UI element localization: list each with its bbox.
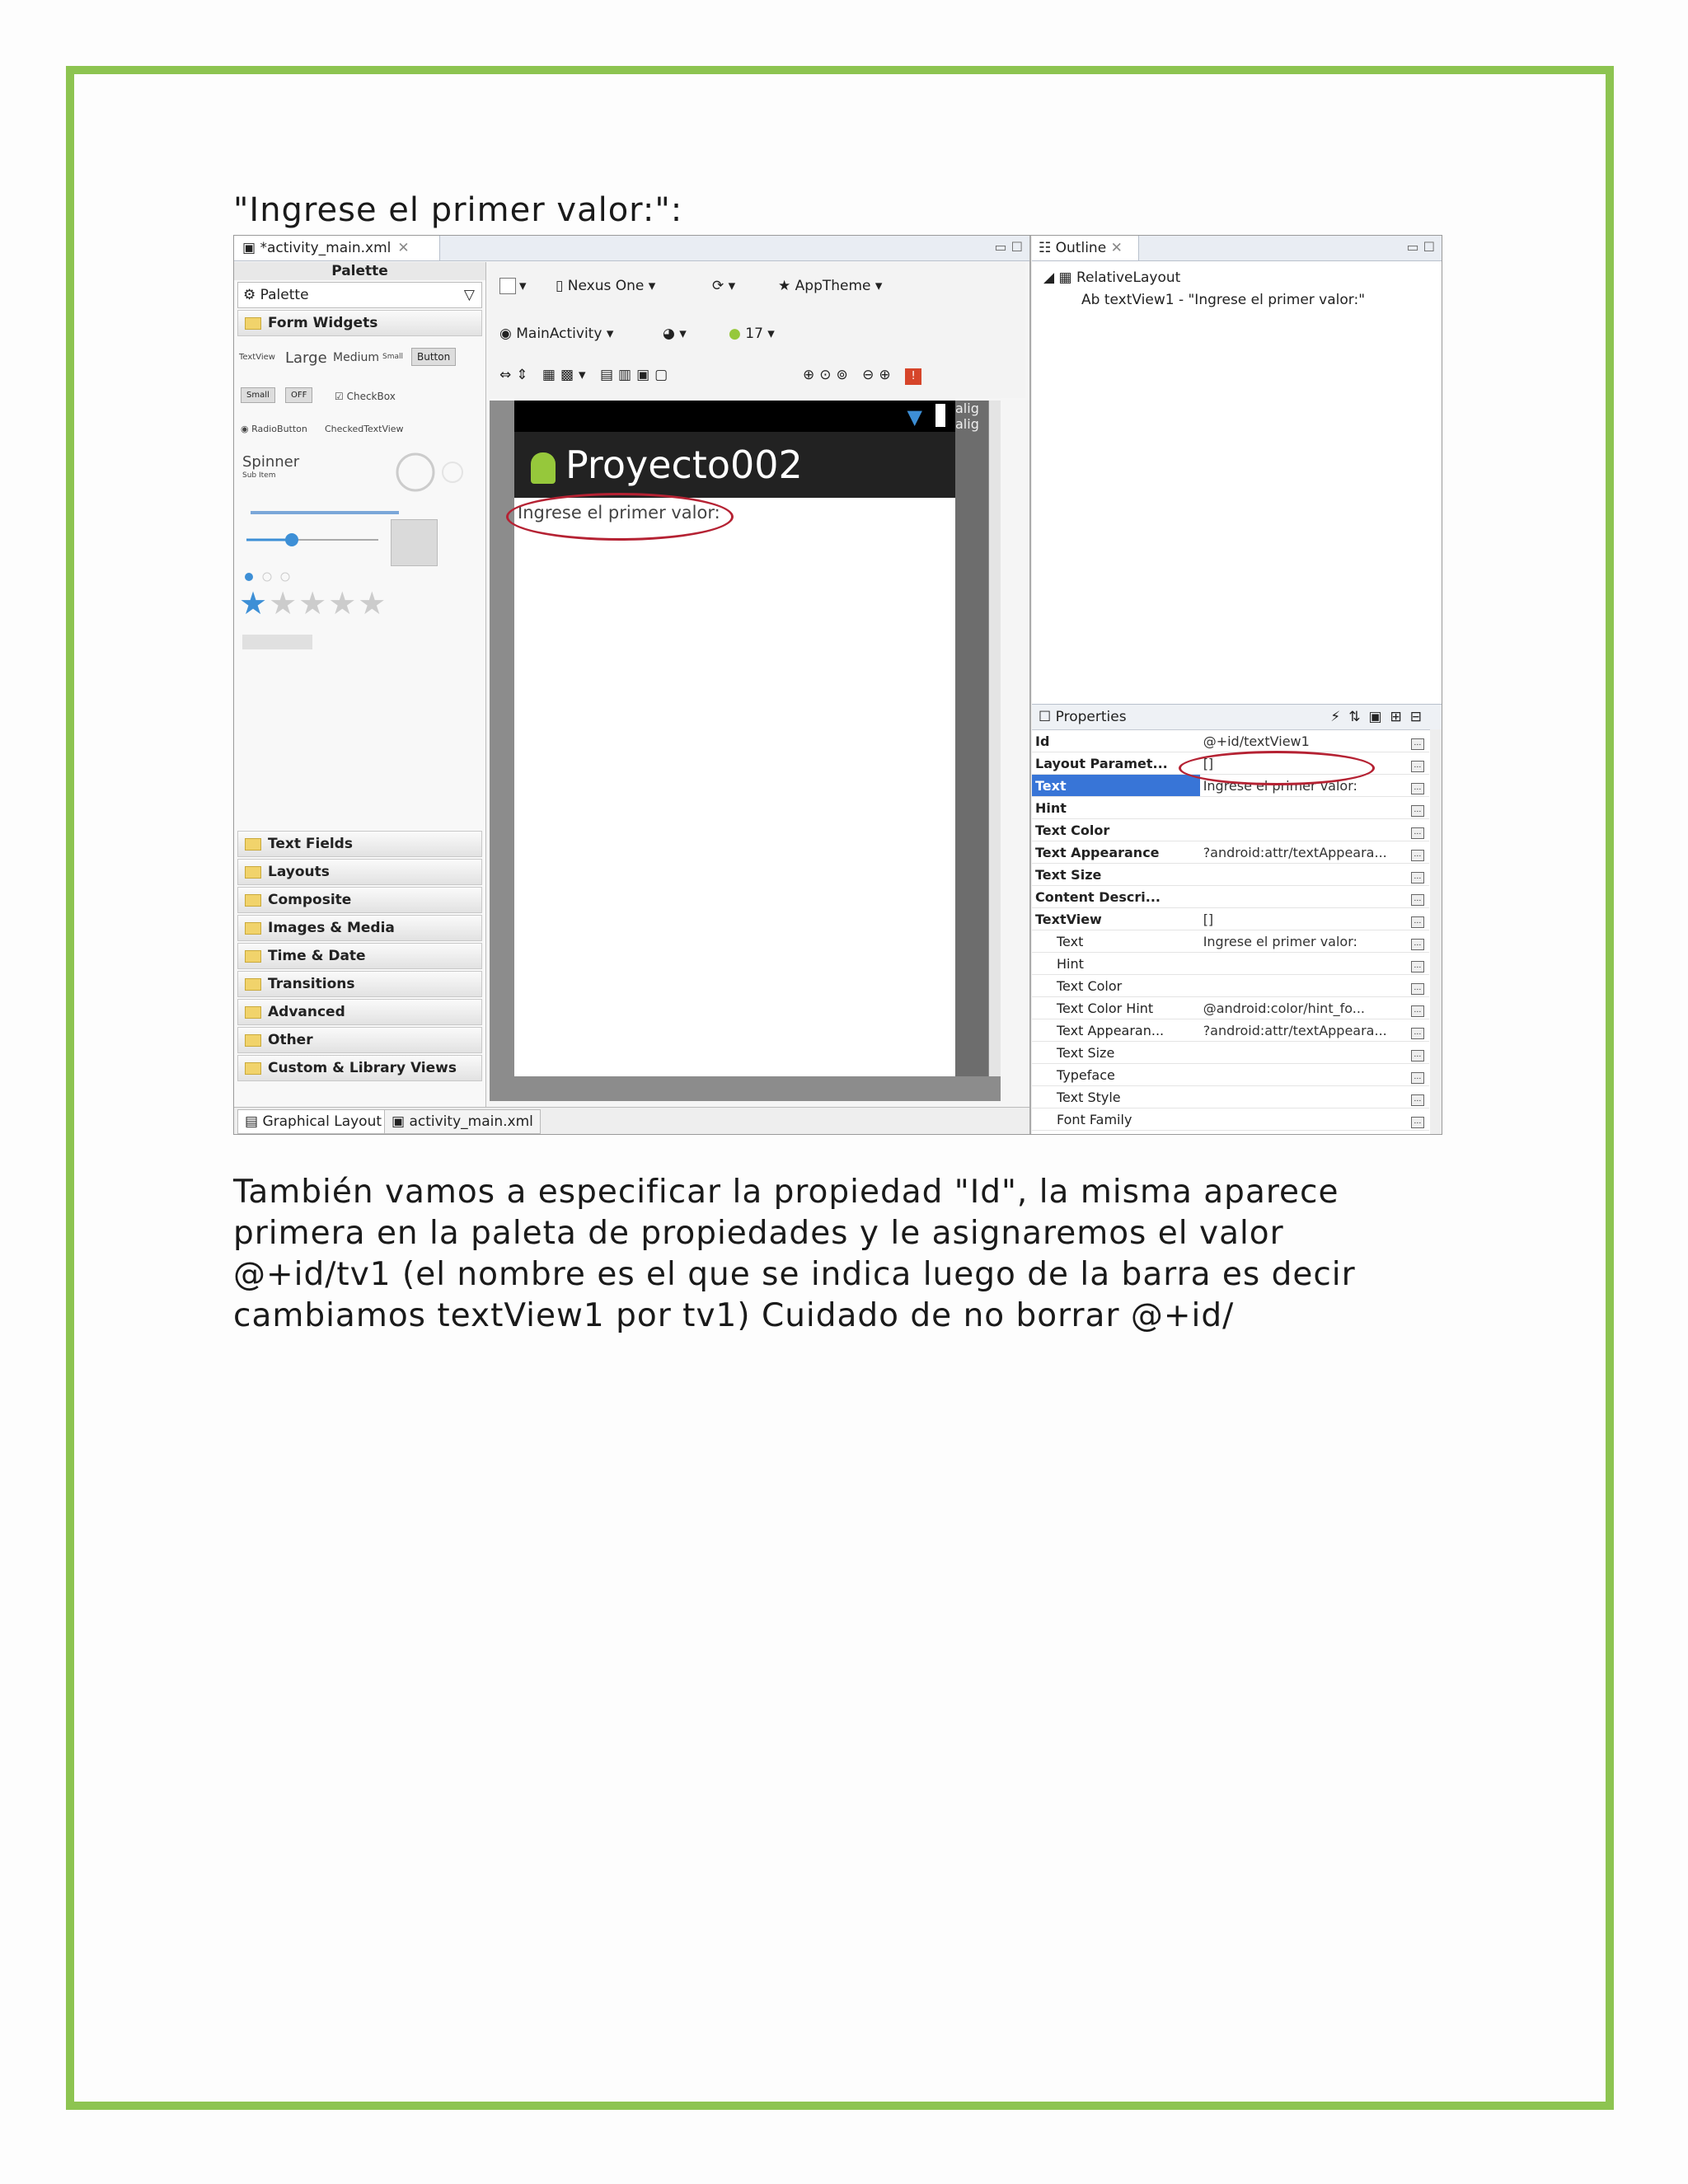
widget-medium[interactable]: Medium [333, 351, 379, 364]
checkbox-icon: ☑ [335, 391, 347, 402]
property-row[interactable] [1032, 819, 1429, 841]
property-name: Text Size [1032, 1042, 1200, 1064]
globe-icon: ◕ [663, 326, 675, 342]
layout-editor [234, 236, 1031, 1134]
property-name: Text Style [1032, 1086, 1200, 1108]
folder-icon [245, 866, 261, 879]
progress-spinner-icon[interactable] [395, 452, 469, 501]
widget-large[interactable]: Large [285, 349, 327, 367]
ellipsis-button-icon[interactable]: … [1411, 894, 1424, 906]
widget-textview[interactable]: TextView [239, 353, 275, 362]
widget-small-button[interactable]: Small [241, 387, 275, 403]
properties-table [1032, 730, 1429, 1131]
palette-panel [234, 262, 486, 1107]
property-row[interactable] [1032, 1042, 1429, 1064]
alignment-label: alig [955, 416, 979, 432]
ide-screenshot [233, 235, 1442, 1135]
category-label: Form Widgets [268, 315, 378, 331]
category-custom-library-views[interactable] [237, 1055, 482, 1081]
widget-toggle[interactable]: OFF [285, 387, 312, 403]
battery-icon [935, 404, 945, 427]
editor-tab-bar [234, 236, 1029, 261]
property-row[interactable] [1032, 975, 1429, 997]
ellipsis-button-icon[interactable]: … [1411, 738, 1424, 750]
category-layouts[interactable] [237, 859, 482, 885]
distribute-icon[interactable]: ▢ [654, 367, 673, 383]
widget-spinner-subitem: Sub Item [242, 471, 276, 480]
margins-icon[interactable]: ▦ [542, 367, 560, 383]
highlight-ellipse [506, 493, 734, 541]
palette-selector-label: Palette [260, 287, 309, 303]
rating-bar-icon[interactable]: ★★★★★ [239, 585, 388, 621]
widget-radiobutton-label: RadioButton [251, 424, 307, 434]
orientation-selector[interactable]: ⟳ ▾ [712, 278, 736, 294]
property-edit-cell [1406, 819, 1429, 841]
device-canvas[interactable] [490, 401, 1001, 1101]
tab-xml-source[interactable] [384, 1109, 541, 1134]
body-paragraph: También vamos a especificar la propiedad "Id", la misma aparece primera en la paleta de propiedades y le asignaremos el valor @+id/tv1 (el nombre es el que se indica luego de la barra es decir cambiamos textView1 por tv1) Cuidado de no borrar @+id/ [233, 1174, 1356, 1334]
folder-icon [245, 950, 261, 963]
ellipsis-button-icon[interactable]: … [1411, 961, 1424, 972]
expand-icon[interactable]: ◢ [1043, 269, 1059, 286]
property-value[interactable]: ?android:attr/textAppeara... [1200, 1019, 1406, 1042]
textview1[interactable]: Ingrese el primer valor: [518, 503, 720, 523]
intro-text: "Ingrese el primer valor:": [233, 191, 683, 229]
property-edit-cell [1406, 908, 1429, 930]
canvas-scrollbar[interactable] [989, 401, 1001, 1076]
outline-tree [1043, 267, 1365, 312]
property-value[interactable] [1200, 1086, 1406, 1108]
folder-icon [245, 922, 261, 935]
category-label: Composite [268, 892, 352, 908]
category-text-fields[interactable] [237, 831, 482, 857]
ellipsis-button-icon[interactable]: … [1411, 850, 1424, 861]
api-selector[interactable]: ● 17 ▾ [729, 326, 775, 342]
ellipsis-button-icon[interactable]: … [1411, 872, 1424, 883]
properties-toolbar[interactable] [1330, 705, 1430, 729]
outline-tab[interactable] [1032, 236, 1139, 260]
category-transitions[interactable] [237, 971, 482, 997]
ellipsis-button-icon[interactable]: … [1411, 1072, 1424, 1084]
signal-icon: ▼ [907, 405, 922, 429]
editor-tab-title: *activity_main.xml [260, 240, 392, 256]
android-logo-icon [531, 452, 556, 484]
property-name: Text Color Hint [1032, 997, 1200, 1019]
palette-selector[interactable] [237, 282, 482, 308]
property-row[interactable] [1032, 1019, 1429, 1042]
property-edit-cell [1406, 930, 1429, 953]
tree-node-root[interactable] [1043, 267, 1365, 289]
window-controls[interactable]: ▭ ☐ [994, 239, 1023, 255]
zoom-out-icon[interactable]: ⊖ [862, 367, 879, 383]
folder-icon [245, 978, 261, 991]
ellipsis-button-icon[interactable]: … [1411, 783, 1424, 794]
properties-header [1032, 705, 1442, 730]
property-edit-cell [1406, 886, 1429, 908]
widget-checkbox-label: CheckBox [346, 391, 396, 402]
property-name: Id [1032, 730, 1200, 752]
property-edit-cell [1406, 797, 1429, 819]
radio-group-icon[interactable] [242, 569, 308, 585]
ellipsis-button-icon[interactable]: … [1411, 1094, 1424, 1106]
property-edit-cell [1406, 1064, 1429, 1086]
switch-icon[interactable] [242, 635, 312, 649]
palette-header: Palette [234, 262, 485, 280]
property-edit-cell [1406, 953, 1429, 975]
zoom-controls[interactable] [803, 361, 921, 389]
gravity-icon[interactable]: ▩ [560, 367, 579, 383]
category-composite[interactable] [237, 887, 482, 913]
close-icon[interactable]: ✕ [397, 240, 410, 256]
tree-node-textview[interactable] [1043, 289, 1365, 312]
category-images-media[interactable] [237, 915, 482, 941]
property-value[interactable] [1200, 1064, 1406, 1086]
property-row[interactable] [1032, 908, 1429, 930]
outline-title: Outline [1055, 240, 1107, 256]
form-widgets-list [234, 338, 485, 832]
collapse-all-icon[interactable]: ⊟ [1409, 709, 1430, 725]
ellipsis-button-icon[interactable]: … [1411, 1117, 1424, 1128]
baseline-icon[interactable]: ▣ [636, 367, 655, 383]
property-value[interactable] [1200, 797, 1406, 819]
property-row[interactable] [1032, 953, 1429, 975]
fit-width-icon[interactable]: ⇔ [499, 367, 517, 383]
layout-icon: ▤ [245, 1113, 263, 1130]
editor-bottom-tabs [234, 1107, 1029, 1135]
alignment-panel [955, 401, 988, 1076]
category-label: Layouts [268, 864, 330, 880]
property-edit-cell [1406, 775, 1429, 797]
property-name: Text Appearan... [1032, 1019, 1200, 1042]
property-value[interactable]: ?android:attr/textAppeara... [1200, 841, 1406, 864]
widget-checkedtextview[interactable]: CheckedTextView [325, 424, 404, 434]
expand-all-icon[interactable]: ⊞ [1390, 709, 1410, 725]
category-form-widgets[interactable] [237, 310, 482, 336]
category-label: Advanced [268, 1004, 345, 1020]
property-value[interactable] [1200, 953, 1406, 975]
palette-categories [234, 829, 485, 1083]
category-label: Time & Date [268, 948, 366, 964]
category-label: Text Fields [268, 836, 353, 852]
folder-open-icon [245, 317, 261, 330]
status-bar [514, 401, 955, 432]
star-icon: ★ [778, 278, 795, 294]
category-label: Images & Media [268, 920, 395, 936]
alignment-label: alig [955, 401, 979, 416]
ellipsis-button-icon[interactable]: … [1411, 983, 1424, 995]
property-edit-cell [1406, 864, 1429, 886]
property-row[interactable] [1032, 1108, 1429, 1131]
property-name: Text Size [1032, 864, 1200, 886]
folder-icon [245, 838, 261, 851]
tab-label: Graphical Layout [262, 1113, 382, 1130]
align-center-icon[interactable]: ▥ [618, 367, 637, 383]
property-value[interactable]: [] [1200, 752, 1406, 775]
quickcontactbadge-icon[interactable] [391, 519, 438, 566]
property-row[interactable] [1032, 997, 1429, 1019]
xml-file-icon: ▣ [242, 240, 260, 256]
seekbar-icon[interactable] [242, 527, 382, 552]
app-title: Proyecto002 [565, 443, 803, 487]
xml-file-icon: ▣ [392, 1113, 410, 1130]
chevron-down-icon[interactable]: ▽ [463, 287, 475, 303]
property-value[interactable]: @android:color/hint_fo... [1200, 997, 1406, 1019]
editor-tab[interactable] [234, 236, 440, 260]
property-value[interactable] [1200, 819, 1406, 841]
property-row[interactable] [1032, 864, 1429, 886]
folder-icon [245, 894, 261, 907]
advanced-icon[interactable]: ▣ [1368, 709, 1390, 725]
ellipsis-button-icon[interactable]: … [1411, 1005, 1424, 1017]
property-edit-cell [1406, 1086, 1429, 1108]
property-name: Hint [1032, 953, 1200, 975]
ellipsis-button-icon[interactable]: … [1411, 1050, 1424, 1062]
property-edit-cell [1406, 841, 1429, 864]
window-controls[interactable]: ▭ ☐ [1406, 239, 1435, 255]
relativelayout-icon: ▦ [1058, 269, 1076, 286]
property-row[interactable] [1032, 841, 1429, 864]
widget-small[interactable]: Small [382, 353, 403, 361]
property-row[interactable] [1032, 797, 1429, 819]
api-label: 17 [745, 326, 763, 342]
property-value[interactable] [1200, 886, 1406, 908]
property-edit-cell [1406, 730, 1429, 752]
folder-icon [245, 1006, 261, 1019]
align-left-icon[interactable]: ▤ [599, 367, 619, 383]
category-time-date[interactable] [237, 943, 482, 969]
property-name: TextView [1032, 908, 1200, 930]
ellipsis-button-icon[interactable]: … [1411, 1028, 1424, 1039]
radio-icon: ◉ [241, 424, 252, 434]
widget-radiobutton[interactable] [241, 424, 307, 434]
property-name: Font Family [1032, 1108, 1200, 1131]
tab-graphical-layout[interactable] [237, 1109, 389, 1134]
widget-spinner[interactable]: Spinner [242, 453, 300, 471]
property-name: Text Appearance [1032, 841, 1200, 864]
zoom-100-icon[interactable]: ⊚ [836, 367, 853, 383]
side-views [1032, 236, 1442, 1134]
device-label: Nexus One [567, 278, 645, 294]
ellipsis-button-icon[interactable]: … [1411, 827, 1424, 839]
property-name: Typeface [1032, 1064, 1200, 1086]
property-name: Text Color [1032, 819, 1200, 841]
property-value[interactable] [1200, 1108, 1406, 1131]
android-icon: ● [729, 326, 741, 342]
device-screen[interactable] [514, 401, 955, 1076]
rotate-icon: ⟳ [712, 278, 724, 294]
zoom-in-icon[interactable]: ⊕ [879, 367, 896, 383]
property-value[interactable]: Ingrese el primer valor: [1200, 775, 1406, 797]
property-value[interactable]: [] [1200, 908, 1406, 930]
property-row[interactable] [1032, 730, 1429, 752]
palette-icon: ⚙ [243, 287, 260, 303]
category-other[interactable] [237, 1027, 482, 1053]
close-icon[interactable]: ✕ [1110, 240, 1123, 256]
filter-icon[interactable]: ⚡ [1330, 709, 1349, 725]
activity-label: MainActivity [516, 326, 603, 342]
device-selector[interactable]: ▯ Nexus One ▾ [556, 278, 656, 294]
property-name: Hint [1032, 797, 1200, 819]
layout-toolbar [490, 262, 1025, 398]
property-row[interactable] [1032, 886, 1429, 908]
action-bar [514, 432, 955, 498]
textview-icon: Ab [1081, 292, 1104, 308]
configuration-chooser[interactable]: ▾ [499, 272, 527, 300]
property-edit-cell [1406, 997, 1429, 1019]
tree-node-label: RelativeLayout [1076, 269, 1181, 286]
layout-actions[interactable]: ⇔⇕ ▦▩▾ ▤▥▣▢ [499, 367, 673, 383]
fit-height-icon[interactable]: ⇕ [516, 367, 533, 383]
property-value[interactable]: Ingrese el primer valor: [1200, 930, 1406, 953]
properties-panel [1032, 704, 1442, 1135]
config-icon [499, 278, 516, 294]
error-icon[interactable]: ! [905, 368, 921, 385]
property-value[interactable] [1200, 975, 1406, 997]
activity-icon: ◉ [499, 326, 517, 342]
property-name: Text Color [1032, 975, 1200, 997]
theme-selector[interactable]: ★ AppTheme ▾ [778, 278, 883, 294]
zoom-fit-icon[interactable]: ⊕ [803, 367, 820, 383]
category-label: Other [268, 1032, 313, 1048]
properties-title: Properties [1055, 709, 1127, 725]
ellipsis-button-icon[interactable]: … [1411, 939, 1424, 950]
property-row[interactable] [1032, 930, 1429, 953]
property-name: Text [1032, 775, 1200, 797]
ellipsis-button-icon[interactable]: … [1411, 805, 1424, 817]
property-name: Layout Paramet... [1032, 752, 1200, 775]
property-edit-cell [1406, 752, 1429, 775]
properties-icon: ☐ [1039, 709, 1056, 725]
widget-checkbox[interactable] [335, 391, 396, 402]
property-edit-cell [1406, 975, 1429, 997]
property-name: Content Descri... [1032, 886, 1200, 908]
tree-node-label: textView1 - "Ingrese el primer valor:" [1104, 292, 1366, 308]
folder-icon [245, 1034, 261, 1047]
property-row[interactable] [1032, 1086, 1429, 1108]
tab-label: activity_main.xml [409, 1113, 533, 1130]
outline-tab-bar [1032, 236, 1442, 261]
folder-icon [245, 1062, 261, 1075]
category-label: Transitions [268, 976, 355, 992]
properties-scrollbar[interactable] [1430, 729, 1442, 1135]
widget-button[interactable]: Button [411, 348, 456, 366]
ellipsis-button-icon[interactable]: … [1411, 761, 1424, 772]
property-value[interactable]: @+id/textView1 [1200, 730, 1406, 752]
locale-selector[interactable]: ◕ ▾ [663, 326, 687, 342]
category-label: Custom & Library Views [268, 1060, 457, 1076]
property-edit-cell [1406, 1108, 1429, 1131]
property-row[interactable] [1032, 1064, 1429, 1086]
phone-icon: ▯ [556, 278, 568, 294]
property-value[interactable] [1200, 864, 1406, 886]
property-edit-cell [1406, 1019, 1429, 1042]
sort-icon[interactable]: ⇅ [1348, 709, 1369, 725]
category-advanced[interactable] [237, 999, 482, 1025]
highlight-ellipse [1179, 751, 1375, 785]
outline-icon: ☷ [1039, 240, 1056, 256]
zoom-real-icon[interactable]: ⊙ [819, 367, 837, 383]
property-name: Text [1032, 930, 1200, 953]
property-value[interactable] [1200, 1042, 1406, 1064]
theme-label: AppTheme [795, 278, 871, 294]
ellipsis-button-icon[interactable]: … [1411, 916, 1424, 928]
progress-bar[interactable] [251, 511, 399, 514]
property-edit-cell [1406, 1042, 1429, 1064]
activity-selector[interactable]: ◉ MainActivity ▾ [499, 326, 614, 342]
